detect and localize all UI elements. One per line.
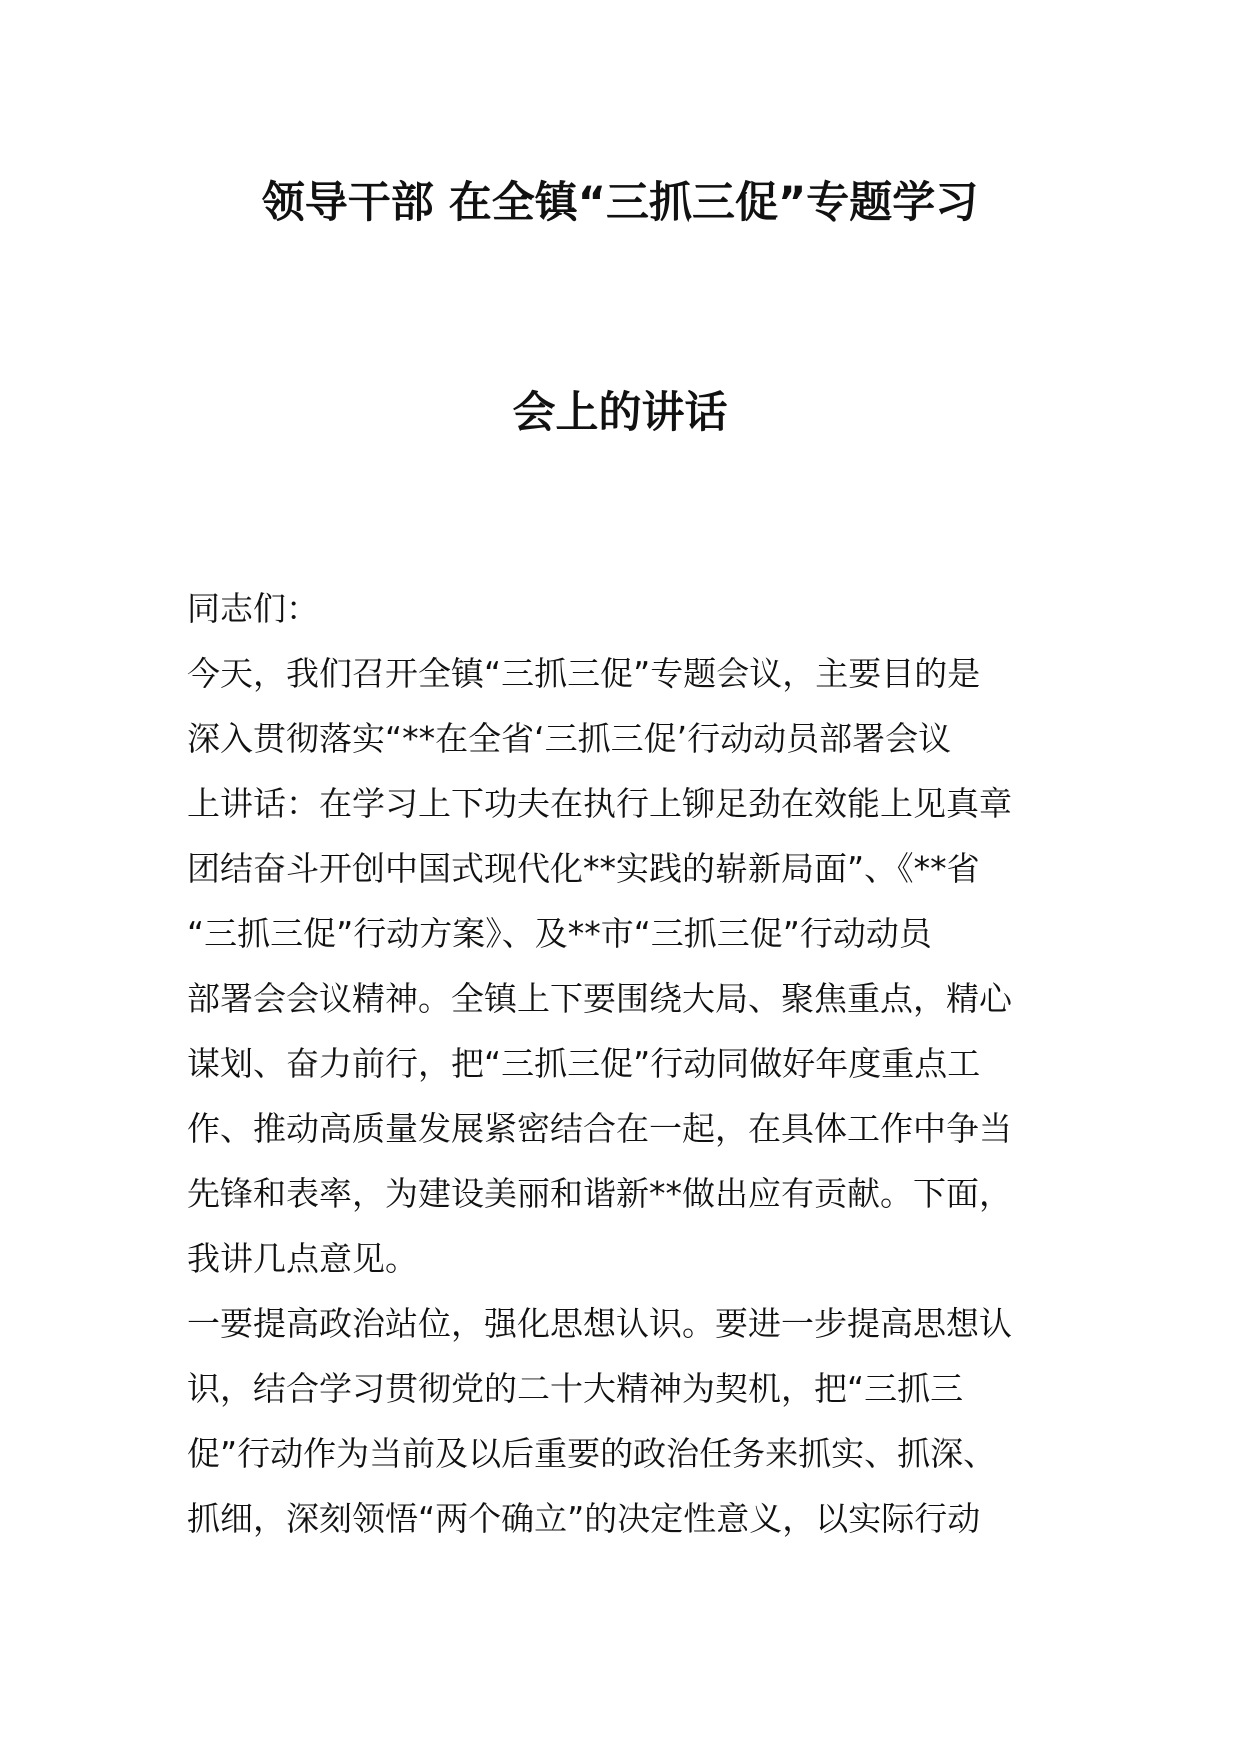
body-line: 我讲几点意见。: [187, 1239, 418, 1278]
body-line: 部署会会议精神。全镇上下要围绕大局、聚焦重点，精心: [187, 979, 1012, 1018]
body-line: 今天，我们召开全镇“三抓三促”专题会议，主要目的是: [187, 654, 981, 693]
body-line: 抓细，深刻领悟“两个确立”的决定性意义，以实际行动: [187, 1499, 981, 1538]
body-line: 上讲话：在学习上下功夫在执行上铆足劲在效能上见真章: [187, 784, 1012, 823]
body-line: 深入贯彻落实“**在全省‘三抓三促’行动动员部署会议: [187, 719, 952, 758]
body-line: 团结奋斗开创中国式现代化**实践的崭新局面”、《**省: [187, 849, 980, 888]
body-line: “三抓三促”行动方案》、及**市“三抓三促”行动动员: [187, 914, 932, 953]
body-line: 一要提高政治站位，强化思想认识。要进一步提高思想认: [187, 1304, 1012, 1343]
document-title-line-1: 领导干部 在全镇“三抓三促”专题学习: [261, 178, 979, 228]
body-line: 同志们：: [187, 589, 319, 628]
body-line: 先锋和表率，为建设美丽和谐新**做出应有贡献。下面，: [187, 1174, 1012, 1213]
body-line: 识，结合学习贯彻党的二十大精神为契机，把“三抓三: [187, 1369, 964, 1408]
body-line: 谋划、奋力前行，把“三抓三促”行动同做好年度重点工: [187, 1044, 981, 1083]
document-title-line-2: 会上的讲话: [512, 388, 728, 438]
body-line: 作、推动高质量发展紧密结合在一起，在具体工作中争当: [187, 1109, 1012, 1148]
body-line: 促”行动作为当前及以后重要的政治任务来抓实、抓深、: [187, 1434, 997, 1473]
document-body: [187, 576, 1053, 1551]
